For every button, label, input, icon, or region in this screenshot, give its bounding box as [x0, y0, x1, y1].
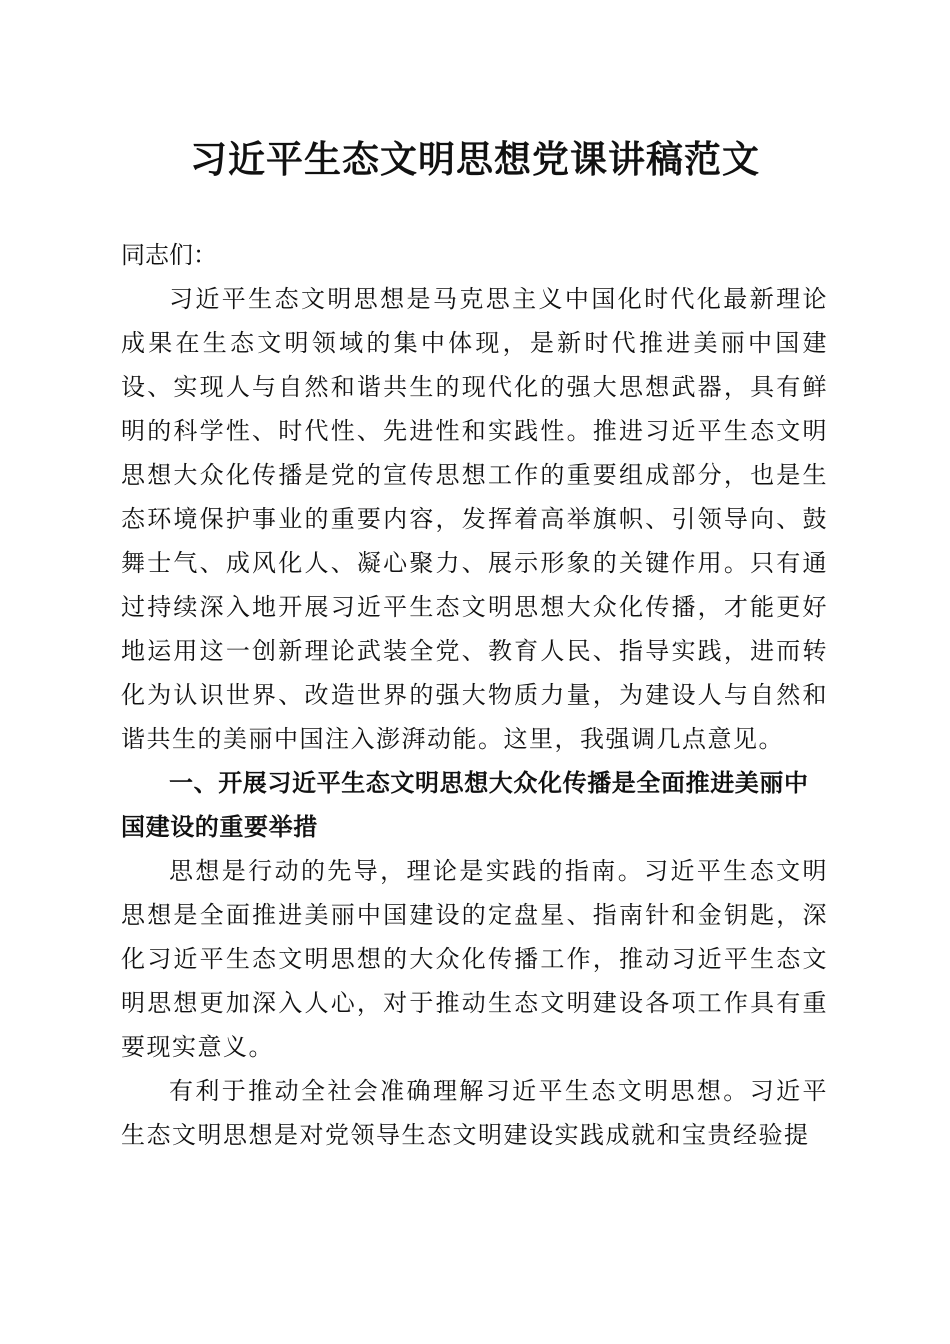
document-title: 习近平生态文明思想党课讲稿范文	[190, 137, 760, 181]
section1-paragraph-2: 有利于推动全社会准确理解习近平生态文明思想。习近平生态文明思想是对党领导生态文明建设实践成就和宝贵经验提	[121, 1077, 828, 1149]
document-body	[121, 233, 828, 1157]
section1-paragraph-1: 思想是行动的先导，理论是实践的指南。习近平生态文明思想是全面推进美丽中国建设的定盘星、指南针和金钥匙，深化习近平生态文明思想的大众化传播工作，推动习近平生态文明思想更加深入人心，对于推动生态文明建设各项工作具有重要现实意义。	[121, 857, 828, 1061]
intro-paragraph: 习近平生态文明思想是马克思主义中国化时代化最新理论成果在生态文明领域的集中体现，是新时代推进美丽中国建设、实现人与自然和谐共生的现代化的强大思想武器，具有鲜明的科学性、时代性、先进性和实践性。推进习近平生态文明思想大众化传播是党的宣传思想工作的重要组成部分，也是生态环境保护事业的重要内容，发挥着高举旗帜、引领导向、鼓舞士气、成风化人、凝心聚力、展示形象的关键作用。只有通过持续深入地开展习近平生态文明思想大众化传播，才能更好地运用这一创新理论武装全党、教育人民、指导实践，进而转化为认识世界、改造世界的强大物质力量，为建设人与自然和谐共生的美丽中国注入澎湃动能。这里，我强调几点意见。	[121, 285, 828, 753]
section-heading-1: 一、开展习近平生态文明思想大众化传播是全面推进美丽中国建设的重要举措	[121, 769, 809, 841]
salutation: 同志们：	[121, 241, 217, 269]
